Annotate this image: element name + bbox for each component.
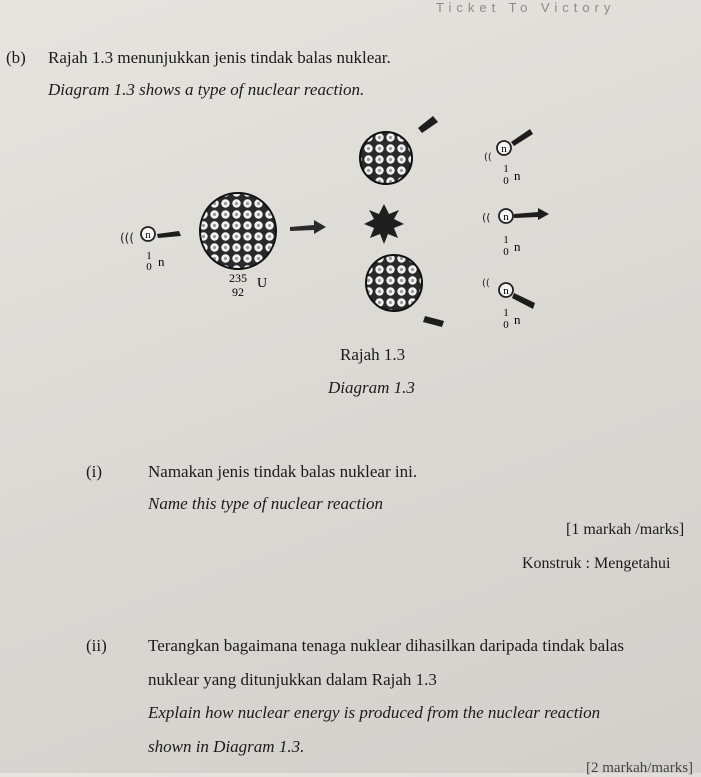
product-neutron-3 xyxy=(482,278,535,309)
part-ii-text-en-line1: Explain how nuclear energy is produced from the nuclear reaction xyxy=(148,703,601,722)
diagram-caption-ms: Rajah 1.3 xyxy=(340,345,406,364)
svg-text:0: 0 xyxy=(503,319,509,331)
uranium-nucleus xyxy=(200,193,276,269)
reaction-arrow xyxy=(290,220,326,234)
fragment-bottom-arrow xyxy=(423,316,444,327)
svg-text:n: n xyxy=(503,211,509,223)
part-ii-text-ms-line1: Terangkan bagaimana tenaga nuklear dihasilkan daripada tindak balas xyxy=(148,636,625,655)
diagram-caption-en: Diagram 1.3 xyxy=(328,378,415,397)
neutron-symbol: n xyxy=(145,229,151,241)
svg-text:0: 0 xyxy=(503,175,509,187)
question-b-text-en: Diagram 1.3 shows a type of nuclear reaction. xyxy=(48,80,365,99)
svg-text:0: 0 xyxy=(146,261,152,273)
question-b-text-ms: Rajah 1.3 menunjukkan jenis tindak balas nuklear. xyxy=(48,48,391,67)
fission-fragment-top xyxy=(360,132,412,184)
svg-text:(((: ((( xyxy=(120,231,135,245)
svg-text:((: (( xyxy=(482,211,491,224)
svg-text:((: (( xyxy=(484,152,492,163)
svg-text:1: 1 xyxy=(503,163,509,175)
product-neutron-3-label xyxy=(503,307,521,331)
product-neutron-2-label xyxy=(503,234,521,258)
svg-text:n: n xyxy=(158,254,165,269)
fission-diagram xyxy=(0,100,701,340)
svg-text:235: 235 xyxy=(229,271,247,285)
part-ii-text-en-line2: shown in Diagram 1.3. xyxy=(148,737,305,756)
part-ii-marks: [2 markah/marks] xyxy=(586,760,694,776)
part-i-number: (i) xyxy=(86,462,103,481)
uranium-label xyxy=(229,271,267,299)
incoming-neutron xyxy=(120,227,181,245)
part-ii-number: (ii) xyxy=(86,636,107,655)
svg-text:n: n xyxy=(514,168,521,183)
part-ii-text-ms-line2: nuklear yang ditunjukkan dalam Rajah 1.3 xyxy=(148,670,437,689)
header-text: Ticket To Victory xyxy=(436,0,616,15)
part-i-text-en: Name this type of nuclear reaction xyxy=(148,494,383,513)
part-i-text-ms: Namakan jenis tindak balas nuklear ini. xyxy=(148,462,418,481)
part-i-marks: [1 markah /marks] xyxy=(566,521,685,538)
incoming-neutron-label xyxy=(146,250,165,273)
product-neutron-1-label xyxy=(503,163,521,187)
product-neutron-1 xyxy=(484,129,533,163)
svg-text:n: n xyxy=(503,285,509,297)
svg-text:92: 92 xyxy=(232,285,244,299)
question-b-number: (b) xyxy=(6,48,26,67)
svg-text:1: 1 xyxy=(146,250,152,262)
svg-text:1: 1 xyxy=(503,234,509,246)
svg-text:n: n xyxy=(514,312,521,327)
svg-text:U: U xyxy=(257,276,268,291)
svg-text:0: 0 xyxy=(503,246,509,258)
svg-text:n: n xyxy=(514,239,521,254)
part-i-construct: Konstruk : Mengetahui xyxy=(522,555,671,572)
energy-burst xyxy=(364,204,404,244)
svg-text:n: n xyxy=(501,143,507,155)
svg-text:1: 1 xyxy=(503,307,509,319)
fission-fragment-bottom xyxy=(366,255,422,311)
svg-text:((: (( xyxy=(482,278,490,289)
fragment-top-arrow xyxy=(418,116,438,133)
product-neutron-2 xyxy=(482,208,549,224)
